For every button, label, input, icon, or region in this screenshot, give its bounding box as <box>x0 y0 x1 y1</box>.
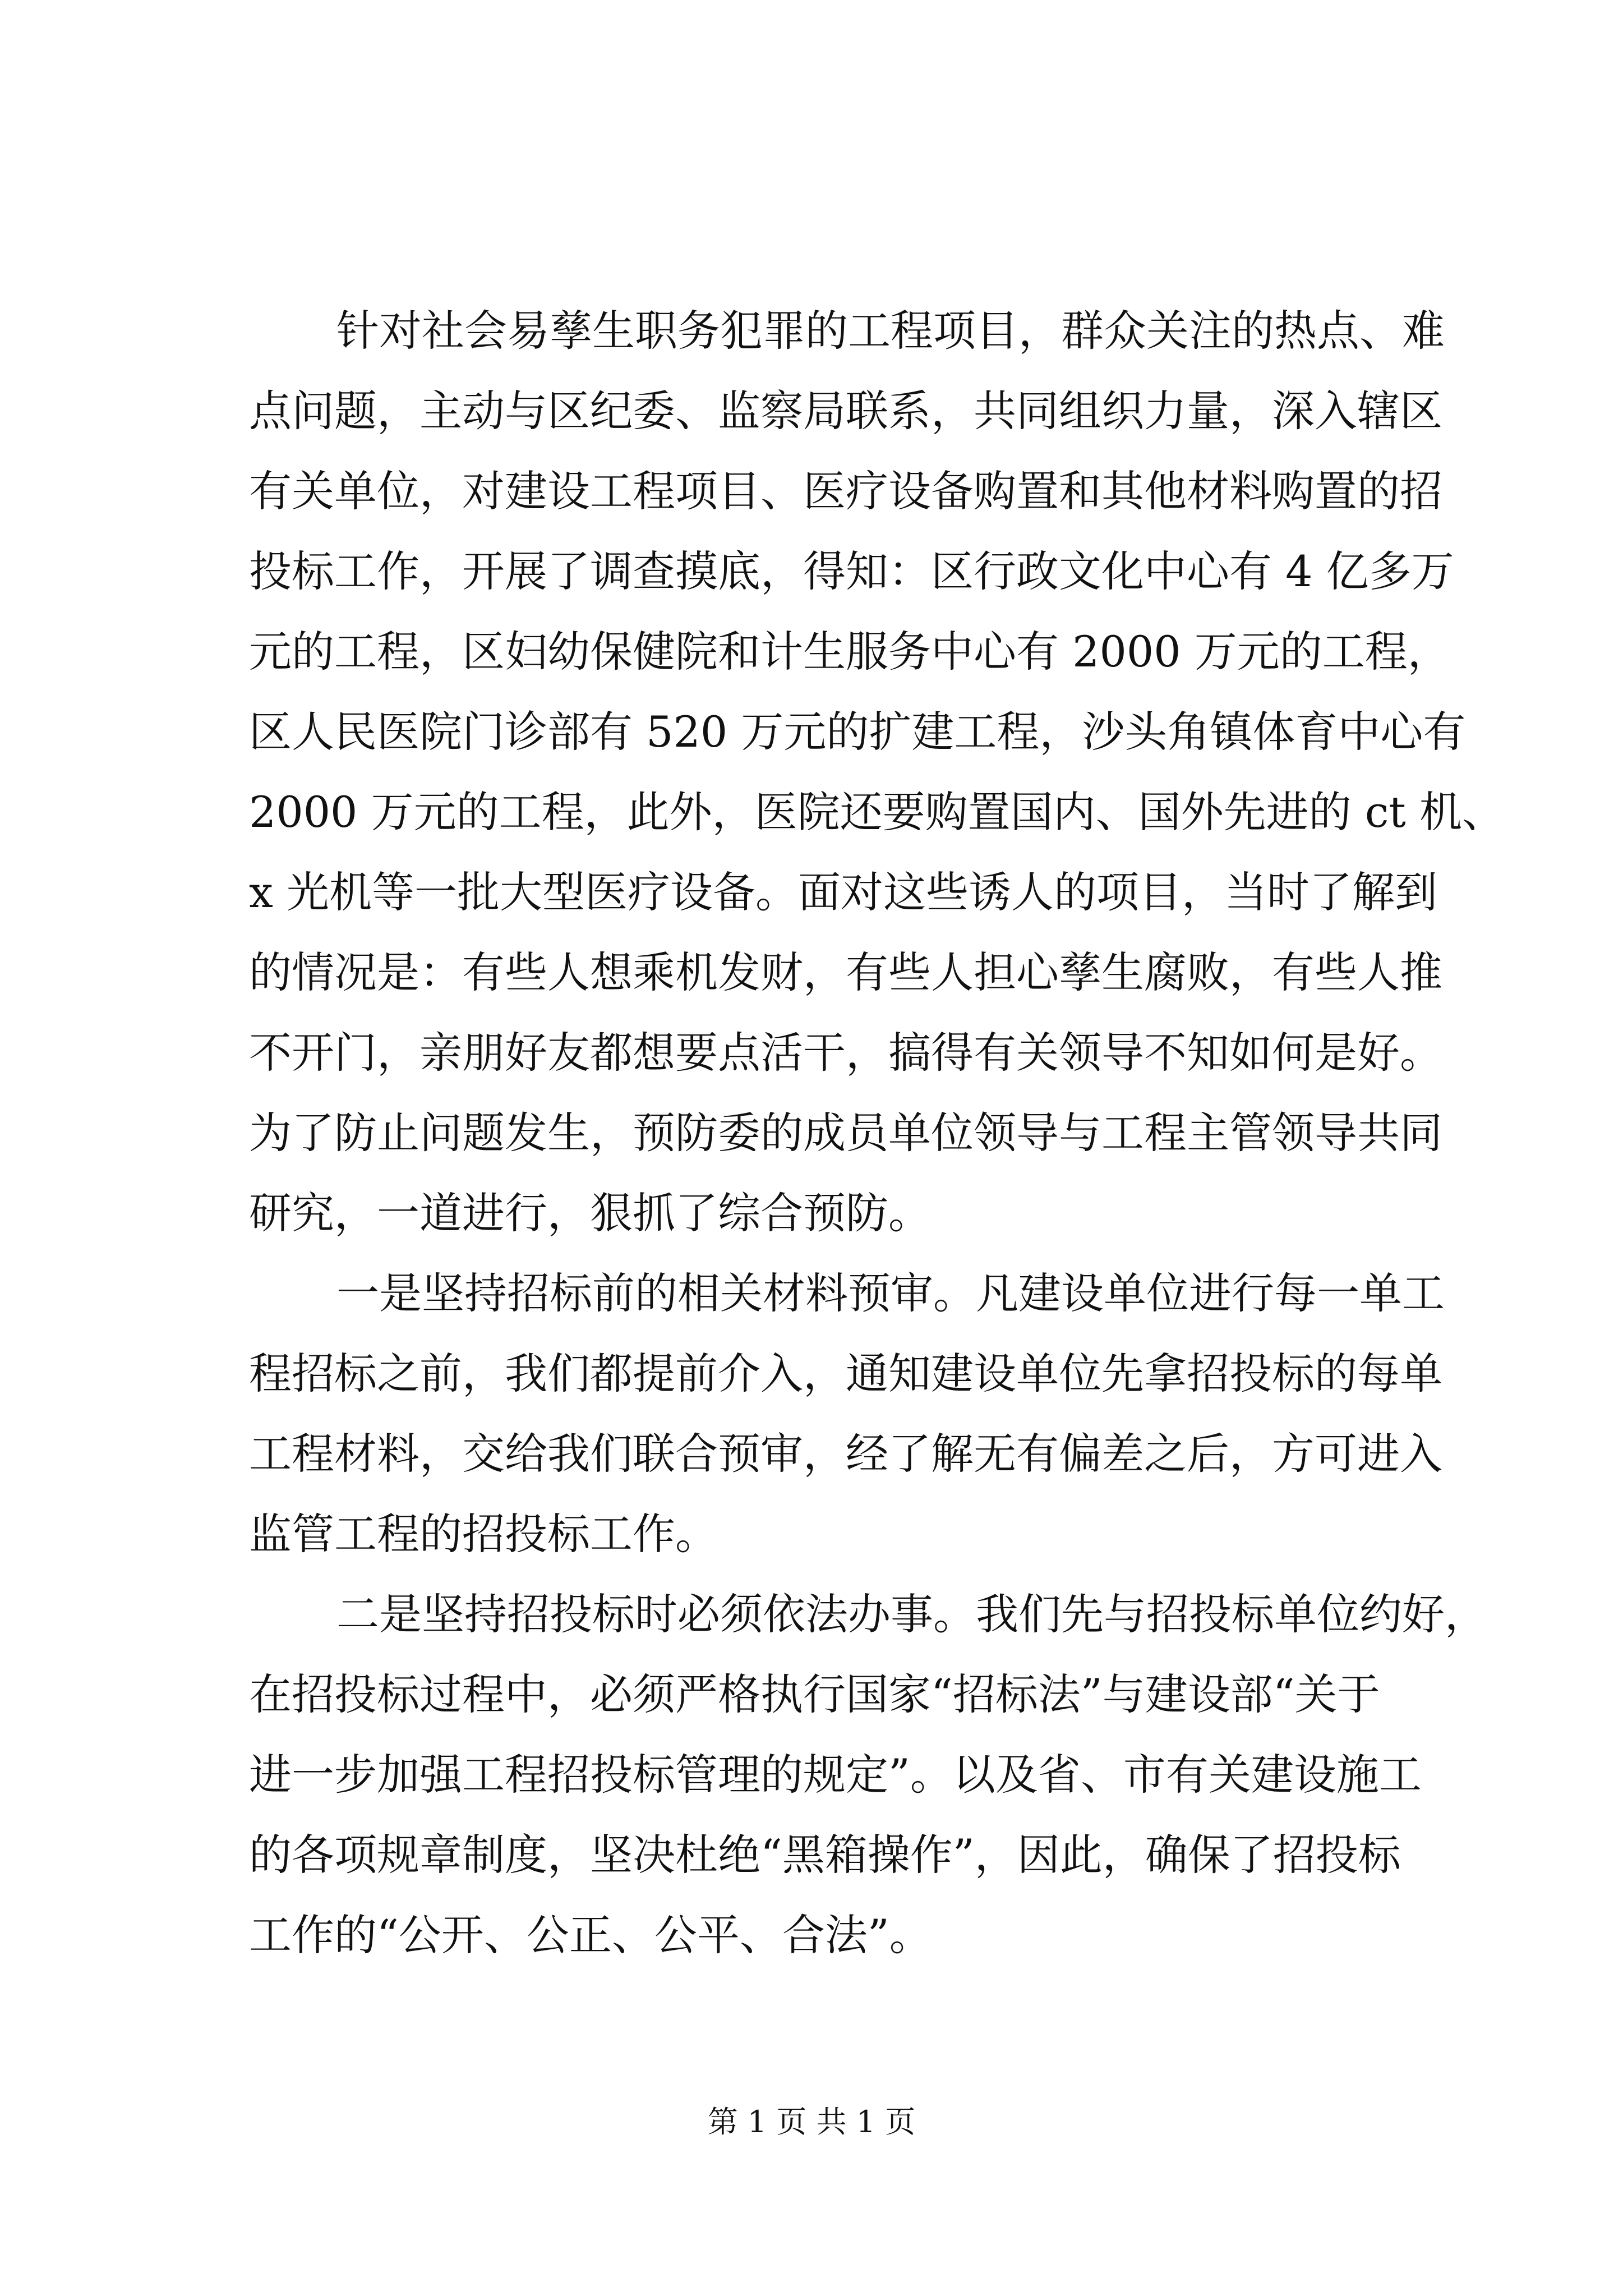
text-line: 区人民医院门诊部有 520 万元的扩建工程，沙头角镇体育中心有 <box>249 707 1466 757</box>
text-line: 二是坚持招投标时必须依法办事。我们先与招投标单位约好， <box>336 1589 1487 1639</box>
text-line: 为了防止问题发生，预防委的成员单位领导与工程主管领导共同 <box>249 1108 1442 1158</box>
text-line: 进一步加强工程招投标管理的规定”。以及省、市有关建设施工 <box>249 1750 1422 1800</box>
page-footer <box>0 2102 1623 2142</box>
text-line: 在招投标过程中，必须严格执行国家“招标法”与建设部“关于 <box>249 1669 1380 1719</box>
text-line: 的各项规章制度，坚决杜绝“黑箱操作”，因此，确保了招投标 <box>249 1830 1401 1880</box>
text-line: 元的工程，区妇幼保健院和计生服务中心有 2000 万元的工程， <box>249 627 1450 677</box>
text-line: 有关单位，对建设工程项目、医疗设备购置和其他材料购置的招 <box>249 466 1442 516</box>
text-line: 的情况是：有些人想乘机发财，有些人担心孳生腐败，有些人推 <box>249 947 1442 997</box>
document-body <box>249 291 1505 1975</box>
text-line: 2000 万元的工程，此外，医院还要购置国内、国外先进的 ct 机、 <box>249 787 1505 837</box>
page-number: 第 1 页 共 1 页 <box>707 2104 916 2139</box>
text-line: 程招标之前，我们都提前介入，通知建设单位先拿招投标的每单 <box>249 1349 1442 1398</box>
text-line: 针对社会易孳生职务犯罪的工程项目，群众关注的热点、难 <box>336 306 1445 356</box>
text-line: x 光机等一批大型医疗设备。面对这些诱人的项目，当时了解到 <box>249 867 1438 917</box>
text-line: 监管工程的招投标工作。 <box>249 1509 718 1559</box>
text-line: 不开门，亲朋好友都想要点活干，搞得有关领导不知如何是好。 <box>249 1028 1442 1078</box>
text-line: 研究，一道进行，狠抓了综合预防。 <box>249 1188 931 1238</box>
text-line: 工程材料，交给我们联合预审，经了解无有偏差之后，方可进入 <box>249 1429 1442 1479</box>
text-line: 工作的“公开、公正、公平、合法”。 <box>249 1910 932 1960</box>
text-line: 一是坚持招标前的相关材料预审。凡建设单位进行每一单工 <box>336 1268 1445 1318</box>
text-line: 点问题，主动与区纪委、监察局联系，共同组织力量，深入辖区 <box>249 386 1442 436</box>
text-line: 投标工作，开展了调查摸底，得知：区行政文化中心有 4 亿多万 <box>249 546 1454 596</box>
